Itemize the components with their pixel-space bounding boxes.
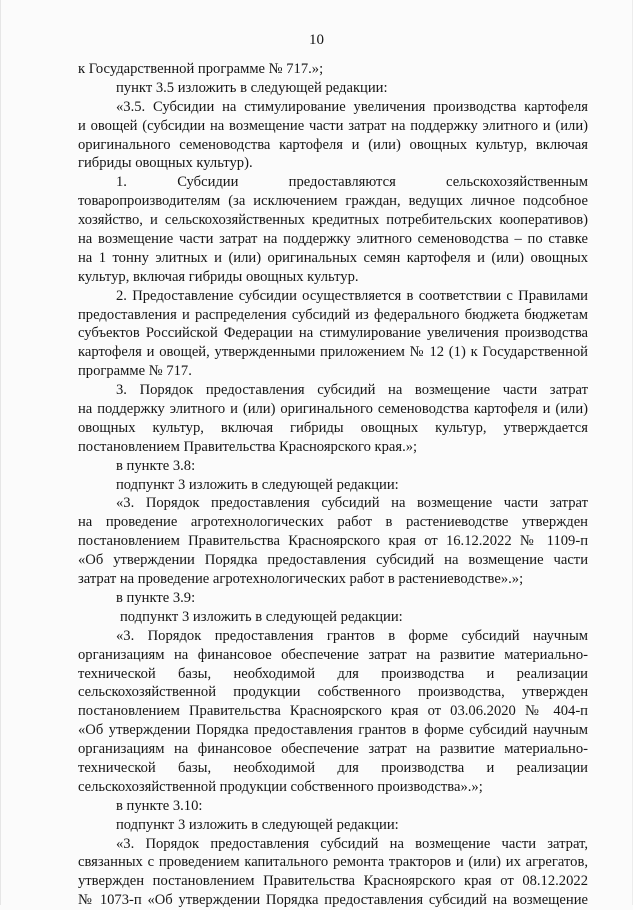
text-line: постановлением Правительства Красноярского края от 16.12.2022 № 1109-п [78, 533, 588, 550]
text-line: связанных с проведением капитального ремонта тракторов и (или) их агрегатов, [78, 854, 588, 871]
page-number: 10 [309, 32, 324, 48]
text-line: и овощей (субсидии на возмещение части затрат на поддержку элитного и (или) [78, 117, 588, 134]
text-line: организациям на финансовое обеспечение затрат на развитие материально- [78, 741, 588, 758]
text-line: 3. Порядок предоставления субсидий на возмещение части затрат [116, 382, 588, 399]
text-line: «Об утверждении Порядка предоставления субсидий на возмещение части [78, 552, 588, 569]
text-line: 1. Субсидии предоставляются сельскохозяйственным [116, 174, 588, 191]
text-line: в пункте 3.8: [116, 457, 196, 474]
text-line: постановлением Правительства Красноярского края от 03.06.2020 № 404-п [78, 703, 588, 720]
text-line: «3.5. Субсидии на стимулирование увеличения производства картофеля [116, 98, 588, 115]
text-line: 2. Предоставление субсидии осуществляется в соответствии с Правилами [116, 287, 588, 304]
text-line: сельскохозяйственной продукции собственного производства, утвержден [78, 684, 588, 701]
text-line: на возмещение части затрат на поддержку элитного семеноводства – по ставке [78, 231, 588, 248]
text-line: организациям на финансовое обеспечение затрат на развитие материально- [78, 646, 588, 663]
text-line: товаропроизводителям (за исключением граждан, ведущих личное подсобное [78, 193, 588, 210]
text-line: оригинального семеноводства картофеля и (или) овощных культур, включая [78, 136, 588, 153]
text-line: технической базы, необходимой для производства и реализации [78, 759, 588, 776]
text-line: № 1073-п «Об утверждении Порядка предоставления субсидий на возмещение [78, 892, 588, 909]
text-line: «3. Порядок предоставления грантов в форме субсидий научным [116, 627, 588, 644]
text-line: в пункте 3.10: [116, 797, 203, 814]
text-line: гибриды овощных культур). [78, 155, 253, 172]
text-line: подпункт 3 изложить в следующей редакции: [116, 816, 399, 833]
text-line: предоставления и распределения субсидий из федерального бюджета бюджетам [78, 306, 588, 323]
text-line: программе № 717. [78, 363, 192, 380]
text-line: хозяйство, и сельскохозяйственных кредитных потребительских кооперативов) [78, 212, 588, 229]
text-line: пункт 3.5 изложить в следующей редакции: [116, 79, 388, 96]
text-line: постановлением Правительства Красноярского края.»; [78, 438, 418, 455]
text-line: субъектов Российской Федерации на стимулирование увеличения производства [78, 325, 588, 342]
document-body [78, 60, 588, 910]
text-line: на поддержку элитного и (или) оригинального семеноводства картофеля и (или) [78, 401, 588, 418]
text-line: утвержден постановлением Правительства Красноярского края от 08.12.2022 [78, 873, 588, 890]
text-line: подпункт 3 изложить в следующей редакции: [120, 608, 403, 625]
text-line: сельскохозяйственной продукции собственного производства».»; [78, 778, 483, 795]
text-line: овощных культур, включая гибриды овощных культур, утверждается [78, 419, 588, 436]
text-line: затрат на проведение агротехнологических работ в растениеводстве».»; [78, 571, 524, 588]
text-line: к Государственной программе № 717.»; [78, 61, 324, 77]
text-line: на 1 тонну элитных и (или) оригинальных семян картофеля и (или) овощных [78, 249, 588, 266]
text-line: культур, включая гибриды овощных культур. [78, 268, 359, 285]
text-line: картофеля и овощей, утвержденными приложением № 12 (1) к Государственной [78, 344, 588, 361]
text-line: технической базы, необходимой для производства и реализации [78, 665, 588, 682]
text-line: на проведение агротехнологических работ в растениеводстве утвержден [78, 514, 588, 531]
text-line: «3. Порядок предоставления субсидий на возмещение части затрат, [116, 835, 588, 852]
text-line: подпункт 3 изложить в следующей редакции: [116, 476, 399, 493]
text-line: в пункте 3.9: [116, 589, 196, 606]
text-line: «3. Порядок предоставления субсидий на возмещение части затрат [116, 495, 588, 512]
text-line: «Об утверждении Порядка предоставления грантов в форме субсидий научным [78, 722, 588, 739]
